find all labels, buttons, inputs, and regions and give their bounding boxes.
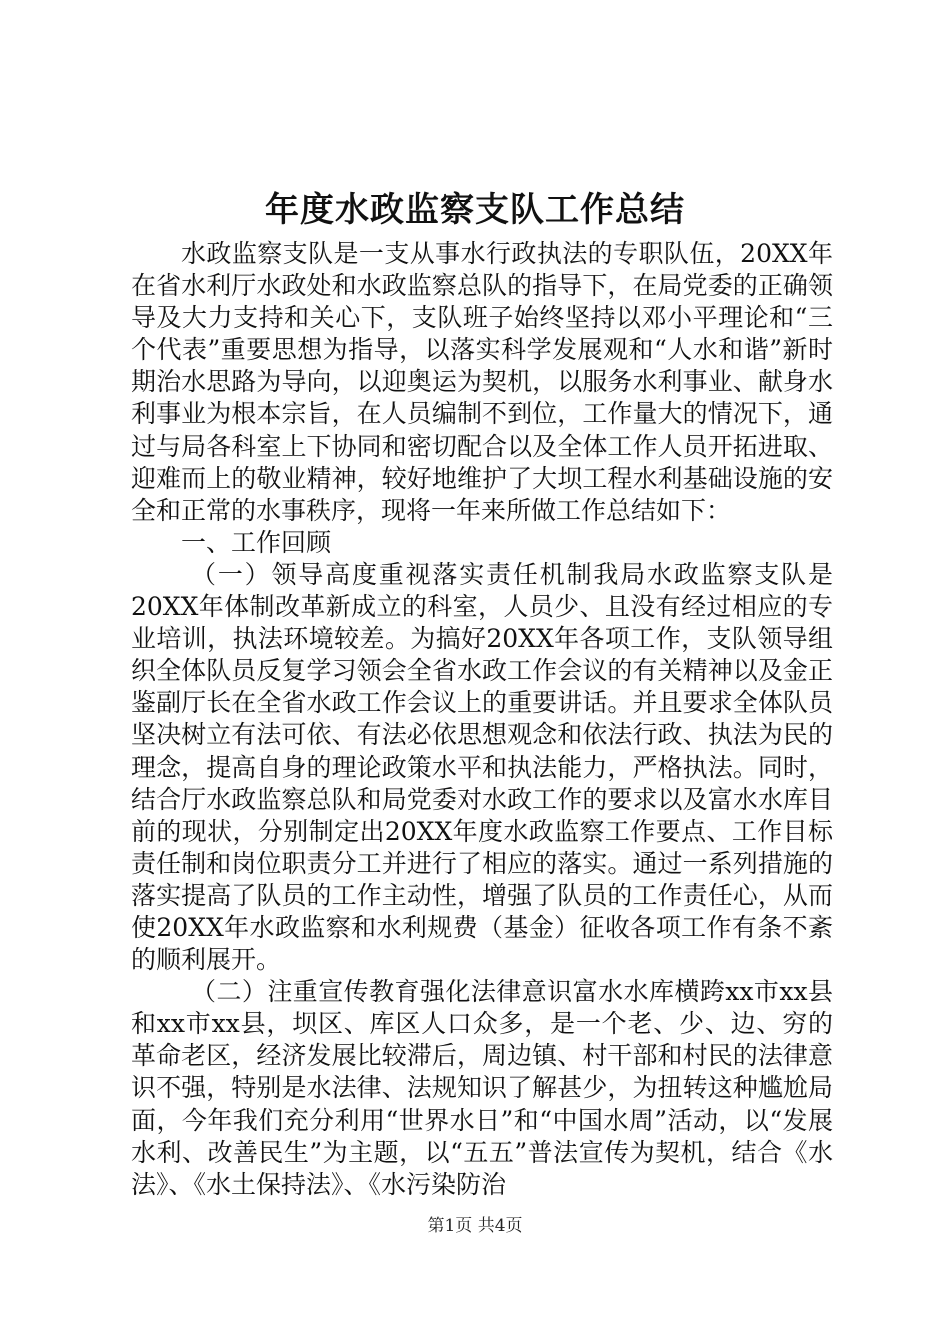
page-number-footer: 第1页 共4页: [427, 1216, 523, 1236]
document-title: 年度水政监察支队工作总结: [265, 190, 685, 230]
document-body: [131, 238, 833, 1201]
section-heading-review: 一、工作回顾: [181, 527, 332, 557]
paragraph-intro: 水政监察支队是一支从事水行政执法的专职队伍，20XX年在省水利厅水政处和水政监察总队的指导下，在局党委的正确领导及大力支持和关心下，支队班子始终坚持以邓小平理论和“三个代表”重要思想为指导，以落实科学发展观和“人水和谐”新时期治水思路为导向，以迎奥运为契机，以服务水利事业、献身水利事业为根本宗旨，在人员编制不到位，工作量大的情况下，通过与局各科室上下协同和密切配合以及全体工作人员开拓进取、迎难而上的敬业精神，较好地维护了大坝工程水利基础设施的安全和正常的水事秩序，现将一年来所做工作总结如下：: [131, 239, 833, 525]
paragraph-leadership: （一）领导高度重视落实责任机制我局水政监察支队是20XX年体制改革新成立的科室，人员少、且没有经过相应的专业培训，执法环境较差。为搞好20XX年各项工作，支队领导组织全体队员反复学习领会全省水政工作会议的有关精神以及金正鉴副厅长在全省水政工作会议上的重要讲话。并且要求全体队员坚决树立有法可依、有法必依思想观念和依法行政、执法为民的理念，提高自身的理论政策水平和执法能力，严格执法。同时，结合厅水政监察总队和局党委对水政工作的要求以及富水水库目前的现状，分别制定出20XX年度水政监察工作要点、工作目标责任制和岗位职责分工并进行了相应的落实。通过一系列措施的落实提高了队员的工作主动性，增强了队员的工作责任心，从而使20XX年水政监察和水利规费（基金）征收各项工作有条不紊的顺利展开。: [131, 559, 833, 975]
paragraph-publicity: （二）注重宣传教育强化法律意识富水水库横跨xx市xx县和xx市xx县，坝区、库区人口众多，是一个老、少、边、穷的革命老区，经济发展比较滞后，周边镇、村干部和村民的法律意识不强，特别是水法律、法规知识了解甚少，为扭转这种尴尬局面，今年我们充分利用“世界水日”和“中国水周”活动，以“发展水利、改善民生”为主题，以“五五”普法宣传为契机，结合《水法》、《水土保持法》、《水污染防治: [131, 977, 833, 1199]
